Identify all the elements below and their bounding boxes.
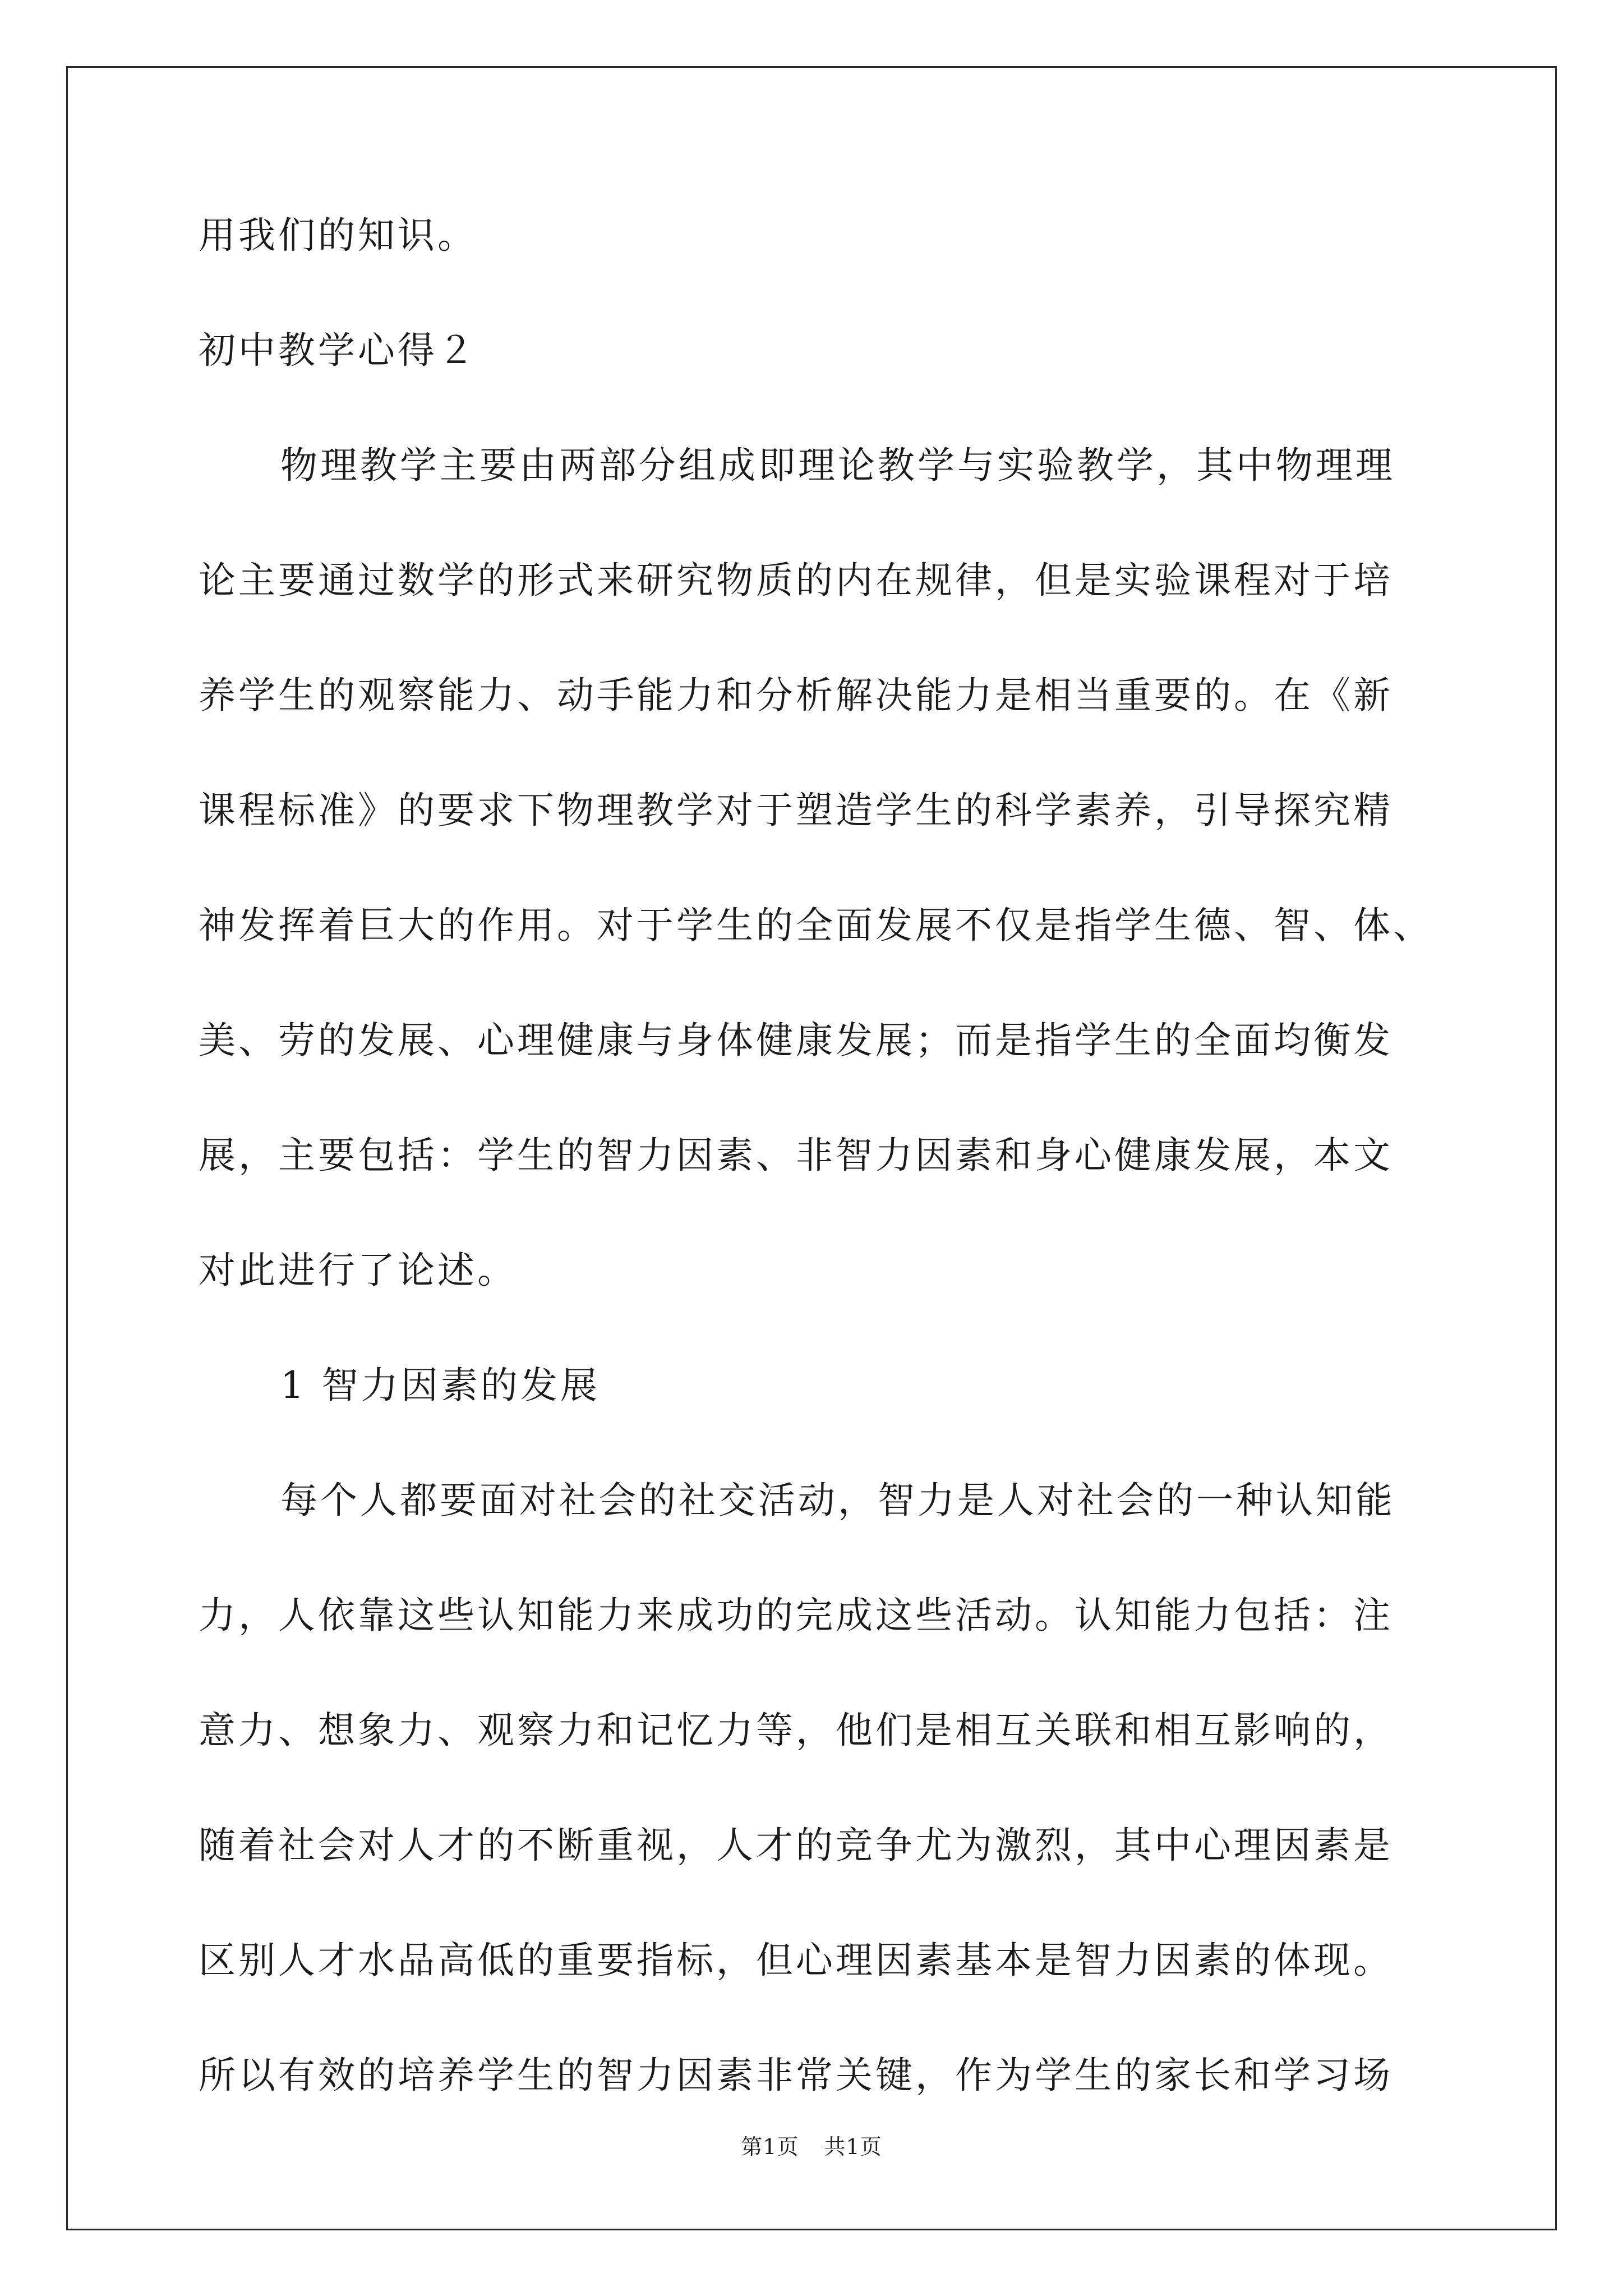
paragraph-line: 神发挥着巨大的作用。对于学生的全面发展不仅是指学生德、智、体、 — [199, 904, 1433, 947]
paragraph-line: 意力、想象力、观察力和记忆力等，他们是相互关联和相互影响的， — [199, 1709, 1393, 1752]
page-total: 共1页 — [824, 2134, 882, 2159]
paragraph-line: 随着社会对人才的不断重视，人才的竞争尤为激烈，其中心理因素是 — [199, 1824, 1393, 1867]
paragraph-line: 所以有效的培养学生的智力因素非常关键，作为学生的家长和学习场 — [199, 2054, 1393, 2097]
paragraph-line: 每个人都要面对社会的社交活动，智力是人对社会的一种认知能 — [280, 1479, 1395, 1522]
page-footer — [0, 2133, 1623, 2161]
paragraph-line: 对此进行了论述。 — [199, 1249, 517, 1292]
section-heading: 初中教学心得２ — [199, 329, 477, 372]
text-line: 用我们的知识。 — [199, 214, 477, 257]
paragraph-line: 论主要通过数学的形式来研究物质的内在规律，但是实验课程对于培 — [199, 559, 1393, 602]
paragraph-line: 美、劳的发展、心理健康与身体健康发展；而是指学生的全面均衡发 — [199, 1019, 1393, 1062]
paragraph-line: 展，主要包括：学生的智力因素、非智力因素和身心健康发展，本文 — [199, 1134, 1393, 1177]
subsection-heading: 1 智力因素的发展 — [280, 1364, 600, 1407]
page-number: 第1页 — [741, 2134, 799, 2159]
paragraph-line: 区别人才水品高低的重要指标，但心理因素基本是智力因素的体现。 — [199, 1939, 1393, 1982]
paragraph-line: 课程标准》的要求下物理教学对于塑造学生的科学素养，引导探究精 — [199, 789, 1393, 832]
paragraph-line: 养学生的观察能力、动手能力和分析解决能力是相当重要的。在《新 — [199, 674, 1393, 717]
paragraph-line: 物理教学主要由两部分组成即理论教学与实验教学，其中物理理 — [280, 444, 1395, 487]
paragraph-line: 力，人依靠这些认知能力来成功的完成这些活动。认知能力包括：注 — [199, 1594, 1393, 1637]
